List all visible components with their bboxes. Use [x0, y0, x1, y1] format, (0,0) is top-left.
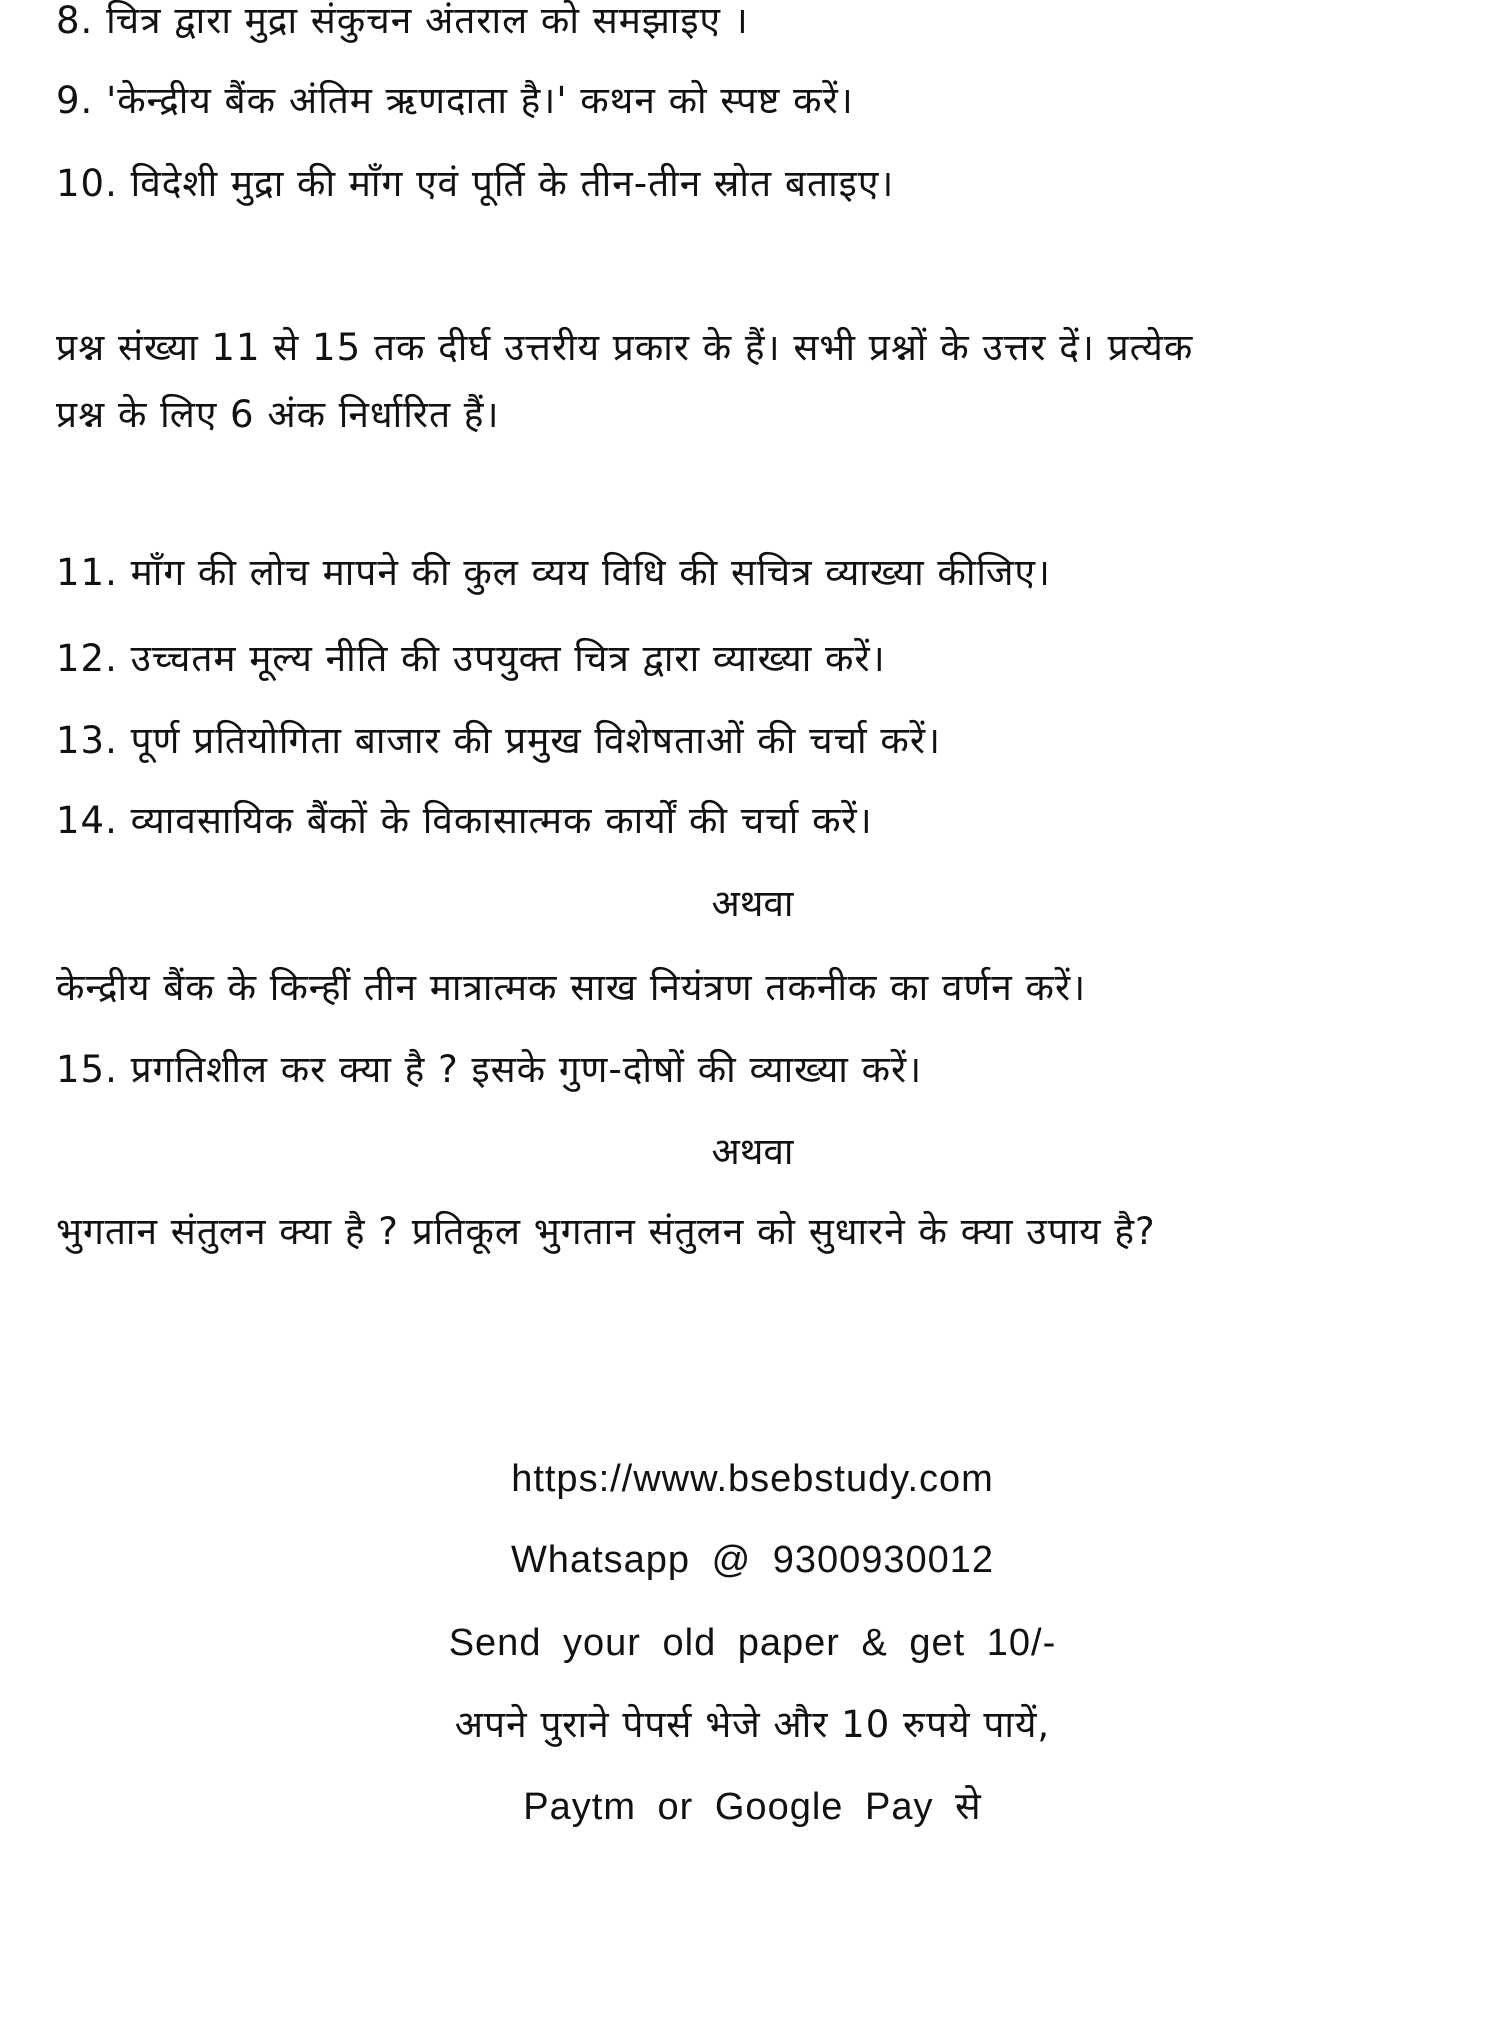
question-text: पूर्ण प्रतियोगिता बाजार की प्रमुख विशेषताओं की चर्चा करें।	[130, 719, 941, 762]
question-13	[56, 715, 941, 767]
question-8	[56, 0, 749, 47]
or-label-14: अथवा	[711, 882, 794, 925]
payment-methods: Paytm or Google Pay से	[523, 1786, 982, 1828]
question-14-alternative: केन्द्रीय बैंक के किन्हीं तीन मात्रात्मक साख नियंत्रण तकनीक का वर्णन करें।	[56, 966, 1087, 1009]
question-text: उच्चतम मूल्य नीति की उपयुक्त चित्र द्वारा व्याख्या करें।	[130, 637, 886, 680]
question-number: 11.	[56, 551, 118, 594]
question-12	[56, 633, 886, 685]
question-number: 15.	[56, 1048, 118, 1091]
whatsapp-contact: Whatsapp @ 9300930012	[510, 1539, 995, 1581]
question-15-alternative: भुगतान संतुलन क्या है ? प्रतिकूल भुगतान संतुलन को सुधारने के क्या उपाय है?	[56, 1210, 1156, 1253]
question-text: विदेशी मुद्रा की माँग एवं पूर्ति के तीन-तीन स्रोत बताइए।	[130, 162, 895, 205]
question-14	[56, 795, 873, 847]
offer-hindi: अपने पुराने पेपर्स भेजे और 10 रुपये पायें,	[454, 1703, 1051, 1746]
question-text: 'केन्द्रीय बैंक अंतिम ऋणदाता है।' कथन को स्पष्ट करें।	[106, 79, 854, 122]
question-number: 9.	[56, 79, 94, 122]
question-text: चित्र द्वारा मुद्रा संकुचन अंतराल को समझाइए ।	[106, 0, 749, 42]
question-text: व्यावसायिक बैंकों के विकासात्मक कार्यों की चर्चा करें।	[130, 799, 873, 842]
question-11	[56, 547, 1051, 599]
section-instruction-line-2: प्रश्न के लिए 6 अंक निर्धारित हैं।	[56, 393, 500, 436]
question-text: प्रगतिशील कर क्या है ? इसके गुण-दोषों की व्याख्या करें।	[130, 1048, 923, 1091]
offer-english: Send your old paper & get 10/-	[448, 1622, 1057, 1664]
question-number: 8.	[56, 0, 94, 42]
question-text: माँग की लोच मापने की कुल व्यय विधि की सचित्र व्याख्या कीजिए।	[130, 551, 1051, 594]
section-instruction-line-1: प्रश्न संख्या 11 से 15 तक दीर्घ उत्तरीय प्रकार के हैं। सभी प्रश्नों के उत्तर दें। प्रत्येक	[56, 326, 1194, 369]
or-label-15: अथवा	[711, 1130, 794, 1173]
question-number: 13.	[56, 719, 118, 762]
website-link[interactable]: https://www.bsebstudy.com	[511, 1458, 994, 1500]
question-15	[56, 1044, 922, 1096]
question-9	[56, 75, 854, 127]
question-number: 10.	[56, 162, 118, 205]
question-number: 14.	[56, 799, 118, 842]
question-10	[56, 158, 894, 210]
question-number: 12.	[56, 637, 118, 680]
